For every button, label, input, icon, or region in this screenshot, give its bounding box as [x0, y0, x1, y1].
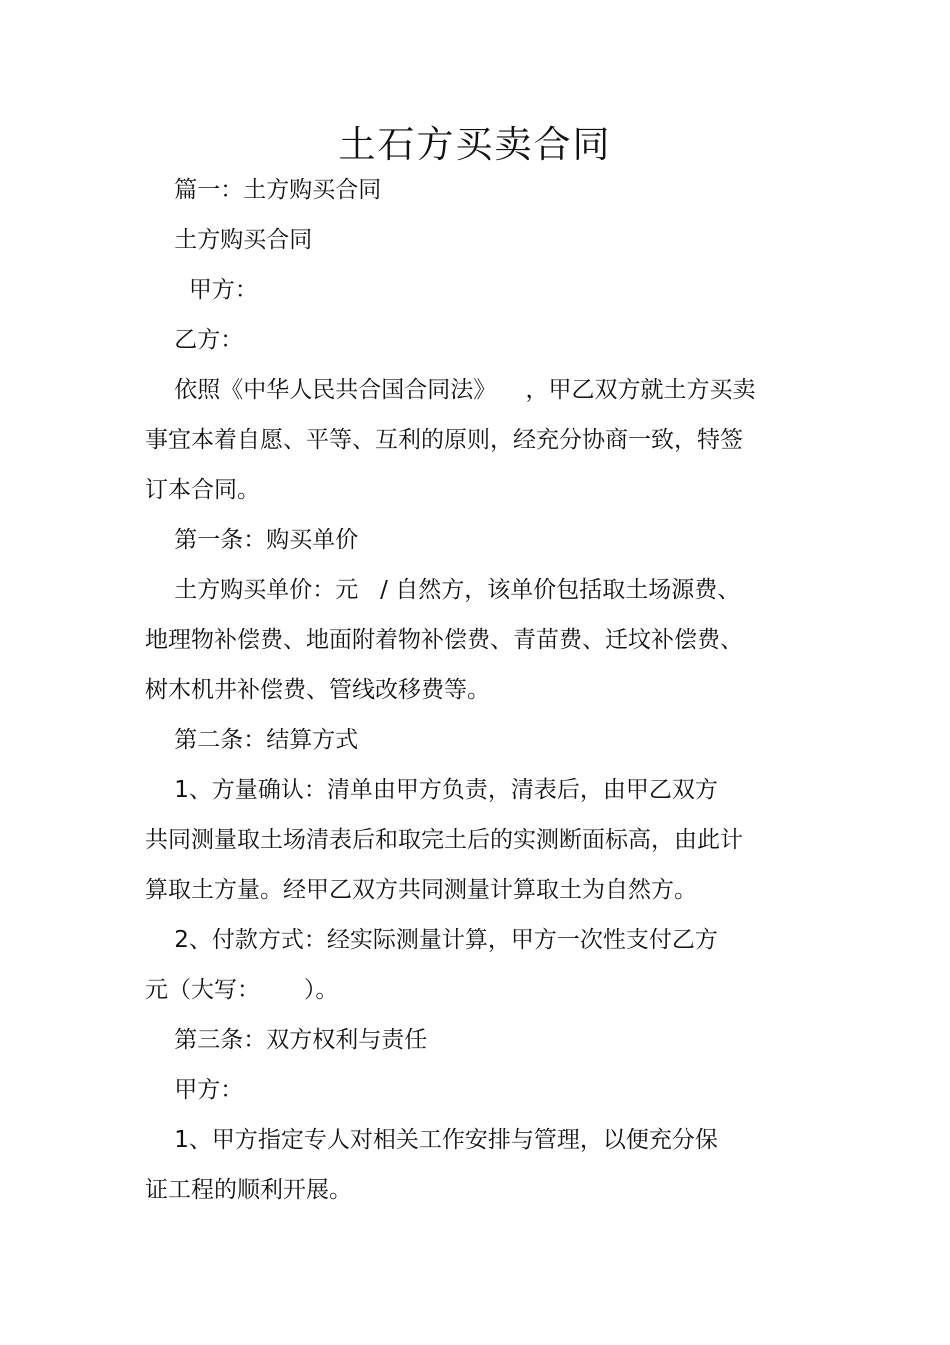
paragraph-line: 事宜本着自愿、平等、互利的原则，经充分协商一致，特签: [145, 427, 743, 453]
paragraph-line: 第三条：双方权利与责任: [145, 1027, 428, 1053]
paragraph-line: 共同测量取土场清表后和取完土后的实测断面标高，由此计: [145, 827, 743, 853]
paragraph-line: 算取土方量。经甲乙双方共同测量计算取土为自然方。: [145, 877, 697, 903]
paragraph-line: 树木机井补偿费、管线改移费等。: [145, 677, 490, 703]
paragraph-line: 证工程的顺利开展。: [145, 1177, 352, 1203]
paragraph-line: 土方购买单价：元 / 自然方，该单价包括取土场源费、: [145, 577, 741, 603]
document-title: 土石方买卖合同: [338, 123, 612, 166]
paragraph-line: 甲方：: [145, 277, 258, 303]
paragraph-line: 地理物补偿费、地面附着物补偿费、青苗费、迁坟补偿费、: [145, 627, 743, 653]
paragraph-line: 篇一：土方购买合同: [145, 177, 382, 203]
paragraph-line: 元（大写： ）。: [145, 977, 339, 1003]
paragraph-line: 依照《中华人民共合国合同法》 ，甲乙双方就土方买卖: [145, 377, 756, 403]
paragraph-line: 1、方量确认：清单由甲方负责，清表后，由甲乙双方: [145, 777, 718, 803]
paragraph-line: 订本合同。: [145, 477, 260, 503]
paragraph-line: 甲方：: [145, 1077, 244, 1103]
paragraph-line: 第二条：结算方式: [145, 727, 359, 753]
paragraph-line: 乙方：: [145, 327, 244, 353]
paragraph-line: 1、甲方指定专人对相关工作安排与管理，以便充分保: [145, 1127, 718, 1153]
paragraph-line: 2、付款方式：经实际测量计算，甲方一次性支付乙方: [145, 927, 718, 953]
paragraph-line: 第一条：购买单价: [145, 527, 359, 553]
paragraph-line: 土方购买合同: [145, 227, 313, 253]
